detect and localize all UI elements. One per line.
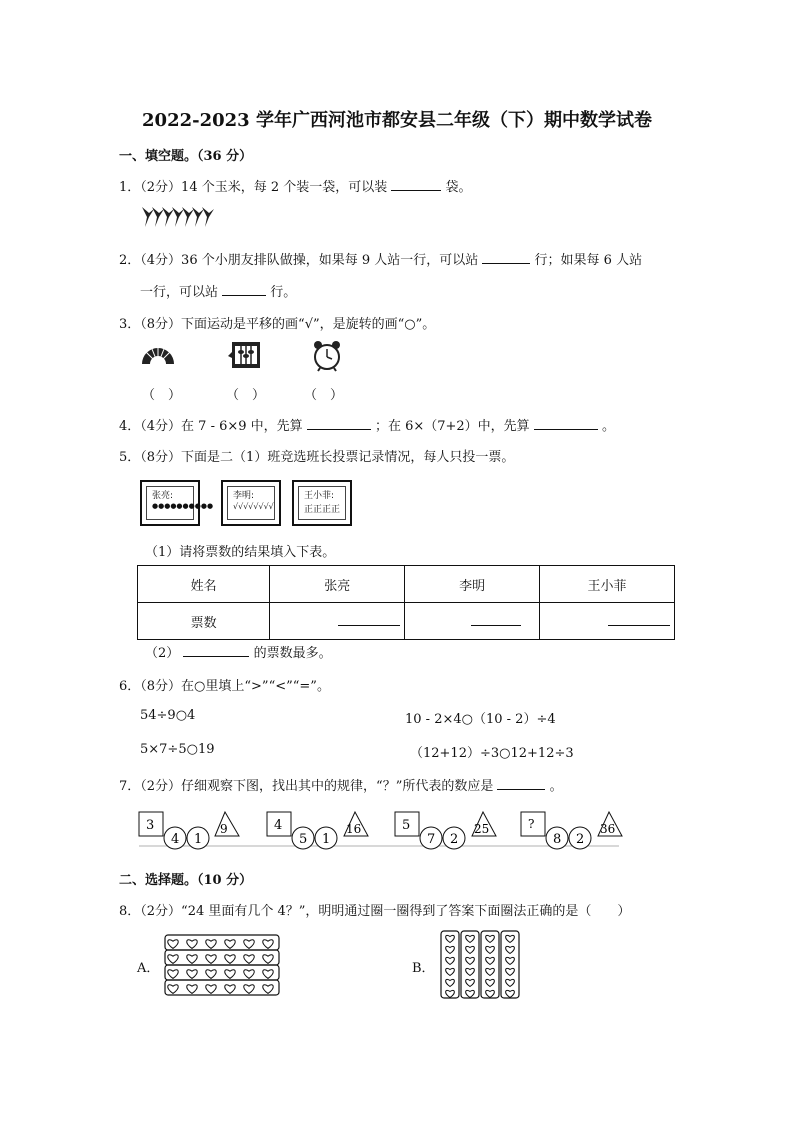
vote-card-marks: ●●●●●●●●●●	[152, 502, 214, 510]
vote-card-zhangliang	[140, 480, 214, 526]
heart-icon	[206, 955, 216, 964]
fan-image	[140, 340, 176, 368]
pattern-group-4	[521, 812, 622, 849]
heart-icon	[244, 955, 254, 964]
circle-value: 4	[171, 832, 180, 847]
table-row	[138, 603, 675, 640]
square-value: 5	[402, 818, 411, 833]
q5-sub-1: （1）请将票数的结果填入下表。	[145, 545, 336, 560]
heart-icon	[486, 946, 495, 953]
circle-value: 5	[299, 832, 308, 847]
heart-icon	[244, 970, 254, 979]
circle-value: 2	[450, 832, 459, 847]
q8-option-b-hearts[interactable]	[438, 930, 530, 1000]
vote-card-name: 张亮:	[152, 491, 174, 501]
heart-icon	[446, 957, 455, 964]
section-1-heading: 一、填空题。（36 分）	[119, 149, 253, 164]
circle-group-outline	[165, 950, 279, 965]
heart-icon	[506, 957, 515, 964]
table-header-cell: 张亮	[270, 566, 405, 603]
heart-icon	[206, 970, 216, 979]
heart-icon	[466, 935, 475, 942]
q8-option-a-label[interactable]: A．	[137, 961, 160, 976]
question-6: 6．（8分）在○里填上“>”“<”“=”。	[119, 679, 330, 694]
q8-option-b-label[interactable]: B．	[412, 961, 435, 976]
circle-value: 1	[194, 832, 203, 847]
question-2-line-2	[140, 281, 296, 300]
vote-card-marks: √√√√√√√√	[233, 502, 274, 511]
q2-text-4: 行。	[270, 285, 297, 300]
heart-icon	[446, 935, 455, 942]
heart-icon	[225, 970, 235, 979]
heart-icon	[446, 968, 455, 975]
heart-icon	[206, 985, 216, 994]
heart-icon	[466, 968, 475, 975]
circle-group-outline	[165, 965, 279, 980]
vote-card-marks: 正正正正	[304, 505, 341, 515]
heart-icon	[187, 940, 197, 949]
q6-expression-4[interactable]: （12+12）÷3○12+12÷3	[410, 746, 574, 761]
corn-image	[140, 203, 216, 231]
heart-icon	[168, 955, 178, 964]
q6-expression-2[interactable]: 10 - 2×4○（10 - 2）÷4	[405, 712, 556, 727]
q4-text-2: ；在 6×（7+2）中，先算	[374, 419, 530, 434]
q5-blank[interactable]	[183, 643, 249, 657]
question-8: 8．（2分）“24 里面有几个 4？”，明明通过圈一圈得到了答案下面圈法正确的是（ ）	[119, 904, 631, 919]
heart-icon	[263, 955, 273, 964]
heart-icon	[263, 940, 273, 949]
table-cell-blank[interactable]	[540, 603, 675, 640]
q8-option-a-hearts[interactable]	[163, 934, 283, 998]
heart-icon	[506, 979, 515, 986]
q4-suffix: 。	[601, 419, 615, 434]
vote-card-name: 王小菲:	[304, 491, 335, 501]
heart-icon	[506, 968, 515, 975]
heart-icon	[225, 985, 235, 994]
triangle-value: 16	[346, 822, 362, 836]
heart-icon	[486, 990, 495, 997]
heart-icon	[168, 940, 178, 949]
heart-icon	[263, 970, 273, 979]
q2-text-2: 行；如果每 6 人站	[534, 253, 643, 268]
circle-group-outline	[165, 980, 279, 995]
heart-icon	[486, 979, 495, 986]
q2-text-3: 一行，可以站	[140, 285, 219, 300]
circle-value: 1	[322, 832, 331, 847]
q2-text: 2．（4分）36 个小朋友排队做操，如果每 9 人站一行，可以站	[119, 253, 479, 268]
heart-icon	[486, 935, 495, 942]
q6-expression-1[interactable]: 54÷9○4	[140, 708, 196, 723]
q7-suffix: 。	[549, 779, 563, 794]
heart-icon	[225, 955, 235, 964]
heart-icon	[187, 955, 197, 964]
pattern-group-3	[395, 812, 496, 849]
q5-sub-2-label: （2）	[145, 646, 180, 661]
question-1	[119, 176, 472, 195]
question-3: 3．（8分）下面运动是平移的画“√”，是旋转的画“○”。	[119, 317, 436, 332]
q7-blank[interactable]	[497, 776, 545, 790]
table-cell-blank[interactable]	[405, 603, 540, 640]
heart-icon	[506, 946, 515, 953]
alarm-clock-image	[312, 338, 342, 372]
pattern-figure	[135, 806, 625, 854]
heart-icon	[446, 979, 455, 986]
heart-icon	[168, 985, 178, 994]
page-title: 2022-2023 学年广西河池市都安县二年级（下）期中数学试卷	[142, 110, 652, 131]
triangle-value: 36	[600, 822, 616, 836]
heart-icon	[187, 985, 197, 994]
triangle-value: 9	[220, 822, 228, 836]
q4-blank-2[interactable]	[534, 416, 598, 430]
heart-icon	[466, 990, 475, 997]
heart-icon	[168, 970, 178, 979]
heart-icon	[466, 979, 475, 986]
vote-card-wangxiaofei	[292, 480, 352, 526]
heart-icon	[506, 935, 515, 942]
heart-icon	[486, 968, 495, 975]
heart-icon	[446, 946, 455, 953]
question-4	[119, 415, 615, 434]
table-header-cell: 姓名	[138, 566, 270, 603]
circle-group-outline	[165, 935, 279, 950]
q1-text: 1．（2分）14 个玉米，每 2 个装一袋，可以装	[119, 180, 388, 195]
heart-icon	[466, 957, 475, 964]
q5-sub-2	[145, 642, 332, 661]
question-5: 5．（8分）下面是二（1）班竞选班长投票记录情况，每人只投一票。	[119, 450, 515, 465]
heart-icon	[446, 990, 455, 997]
q5-sub-2-text: 的票数最多。	[253, 646, 332, 661]
q1-suffix: 袋。	[445, 180, 472, 195]
q1-blank[interactable]	[391, 177, 441, 191]
vote-card-liming	[221, 480, 281, 526]
square-value: 4	[274, 818, 283, 833]
heart-icon	[263, 985, 273, 994]
square-value: 3	[146, 818, 155, 833]
heart-icon	[466, 946, 475, 953]
pattern-group-2	[267, 812, 368, 849]
section-2-heading: 二、选择题。（10 分）	[119, 873, 253, 888]
table-cell: 票数	[138, 603, 270, 640]
table-cell-blank[interactable]	[270, 603, 405, 640]
heart-icon	[506, 990, 515, 997]
vote-table	[137, 565, 675, 640]
table-row	[138, 566, 675, 603]
heart-icon	[187, 970, 197, 979]
q3-answer-fan[interactable]: （ ）	[142, 388, 182, 403]
circle-value: 8	[553, 832, 562, 847]
question-2	[119, 249, 642, 268]
table-header-cell: 王小菲	[540, 566, 675, 603]
q3-answer-clock[interactable]: （ ）	[304, 388, 344, 403]
q6-expression-3[interactable]: 5×7÷5○19	[140, 742, 215, 757]
heart-icon	[206, 940, 216, 949]
q3-answer-abacus[interactable]: （ ）	[226, 388, 266, 403]
heart-icon	[244, 940, 254, 949]
q4-blank-1[interactable]	[307, 416, 371, 430]
circle-value: 7	[427, 832, 436, 847]
vote-card-name: 李明:	[233, 491, 255, 501]
question-7	[119, 775, 563, 794]
table-header-cell: 李明	[405, 566, 540, 603]
q2-blank-2[interactable]	[222, 282, 266, 296]
heart-icon	[244, 985, 254, 994]
heart-icon	[486, 957, 495, 964]
square-value: ?	[528, 817, 535, 831]
abacus-image	[228, 340, 264, 370]
heart-icon	[225, 940, 235, 949]
circle-value: 2	[576, 832, 585, 847]
pattern-group-1	[139, 812, 239, 849]
q7-text: 7．（2分）仔细观察下图，找出其中的规律，“？”所代表的数应是	[119, 779, 494, 794]
q4-text: 4．（4分）在 7 - 6×9 中，先算	[119, 419, 303, 434]
q2-blank-1[interactable]	[482, 250, 530, 264]
triangle-value: 25	[474, 822, 490, 836]
